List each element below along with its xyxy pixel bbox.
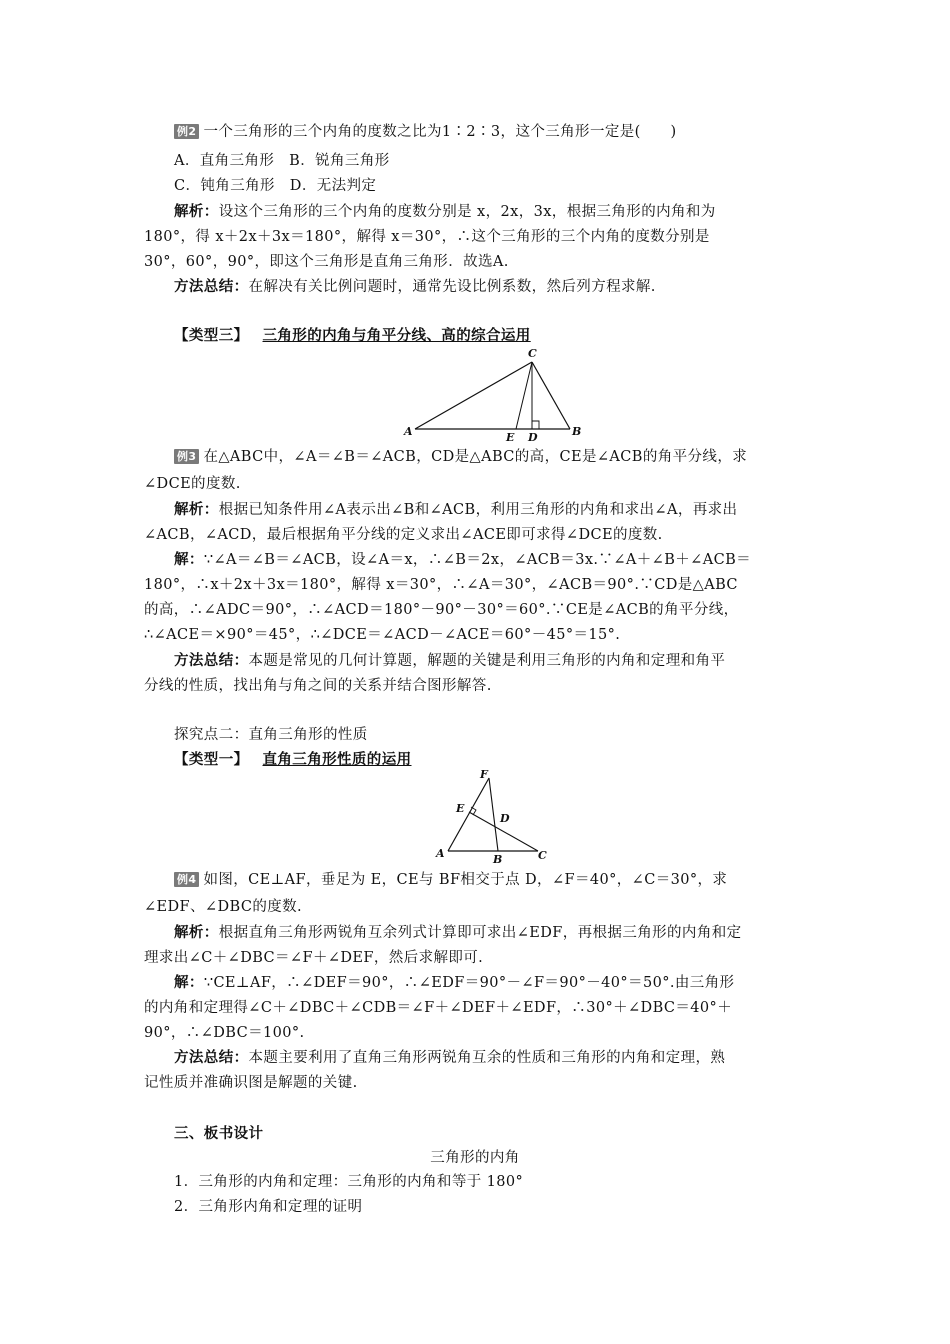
label-c: C	[528, 347, 537, 360]
example-4-solution-line1: 解：∵CE⊥AF，∴∠DEF＝90°，∴∠EDF＝90°－∠F＝90°－40°＝50°.由三角形	[174, 974, 735, 991]
label-d: D	[528, 431, 538, 444]
label-a: A	[436, 847, 445, 860]
example-4-method-line2: 记性质并准确识图是解题的关键.	[144, 1075, 358, 1091]
example-3-method-line2: 分线的性质，找出角与角之间的关系并结合图形解答.	[144, 678, 492, 694]
example-2-method: 方法总结：在解决有关比例问题时，通常先设比例系数，然后列方程求解.	[174, 278, 656, 295]
label-a: A	[404, 425, 413, 438]
example-3-analysis-line1: 解析：根据已知条件用∠A表示出∠B和∠ACB，利用三角形的内角和求出∠A，再求出	[174, 501, 738, 518]
exploration-point-2: 探究点二：直角三角形的性质	[174, 727, 368, 743]
example-3-method-line1: 方法总结：本题是常见的几何计算题，解题的关键是利用三角形的内角和定理和角平	[174, 652, 726, 669]
example-4-solution-line2: 的内角和定理得∠C＋∠DBC＋∠CDB＝∠F＋∠DEF＋∠EDF，∴30°＋∠DBC＝40°＋	[144, 1000, 733, 1016]
example-3-solution-line1: 解：∵∠A＝∠B＝∠ACB，设∠A＝x，∴∠B＝2x，∠ACB＝3x.∵∠A＋∠B＋∠ACB＝	[174, 551, 752, 568]
board-title: 三角形的内角	[430, 1150, 520, 1166]
triangle-afc-figure	[432, 766, 554, 866]
example-4-label: 例4	[174, 872, 199, 887]
label-e: E	[506, 431, 515, 444]
example-2-analysis-line1: 解析：设这个三角形的三个内角的度数分别是 x，2x，3x，根据三角形的内角和为	[174, 203, 716, 220]
board-design-heading: 三、板书设计	[174, 1125, 264, 1142]
example-2-analysis-line2: 180°，得 x＋2x＋3x＝180°，解得 x＝30°，∴这个三角形的三个内角的度数分别是	[144, 229, 710, 245]
example-4-method-line1: 方法总结：本题主要利用了直角三角形两锐角互余的性质和三角形的内角和定理，熟	[174, 1049, 726, 1066]
example-3-analysis-line2: ∠ACB，∠ACD，最后根据角平分线的定义求出∠ACE即可求得∠DCE的度数.	[144, 527, 663, 543]
triangle-abc-figure	[398, 344, 588, 444]
example-4-solution-line3: 90°，∴∠DBC＝100°.	[144, 1025, 305, 1041]
board-item-2: 2．三角形内角和定理的证明	[174, 1199, 363, 1215]
example-2-analysis-line3: 30°，60°，90°，即这个三角形是直角三角形．故选A.	[144, 254, 509, 270]
board-item-1: 1．三角形的内角和定理：三角形的内角和等于 180°	[174, 1174, 524, 1190]
example-3-label: 例3	[174, 449, 199, 464]
example-2-options-ab: A．直角三角形 B．锐角三角形	[174, 153, 390, 169]
label-b: B	[493, 853, 503, 866]
example-4-analysis-line1: 解析：根据直角三角形两锐角互余列式计算即可求出∠EDF，再根据三角形的内角和定	[174, 924, 742, 941]
example-4-question-line1: 例4 如图，CE⊥AF，垂足为 E，CE与 BF相交于点 D，∠F＝40°，∠C＝30°，求	[174, 870, 806, 890]
example-2-label: 例2	[174, 124, 199, 139]
example-4-analysis-line2: 理求出∠C＋∠DBC＝∠F＋∠DEF，然后求解即可.	[144, 950, 484, 966]
example-2-options-cd: C．钝角三角形 D．无法判定	[174, 178, 377, 194]
example-4-question-line2: ∠EDF、∠DBC的度数.	[144, 899, 303, 915]
label-d: D	[500, 812, 510, 825]
example-2-question: 例2 一个三角形的三个内角的度数之比为1∶2∶3，这个三角形一定是( )	[174, 122, 806, 142]
example-3-solution-line3: 的高，∴∠ADC＝90°，∴∠ACD＝180°－90°－30°＝60°.∵CE是∠ACB的角平分线，	[144, 602, 739, 618]
example-3-solution-line2: 180°，∴x＋2x＋3x＝180°，解得 x＝30°，∴∠A＝30°，∠ACB＝90°.∵CD是△ABC	[144, 577, 738, 593]
label-f: F	[480, 768, 488, 781]
example-3-question-line1: 例3 在△ABC中，∠A＝∠B＝∠ACB，CD是△ABC的高，CE是∠ACB的角平分线，求	[174, 447, 806, 467]
label-c: C	[538, 849, 547, 862]
example-3-solution-line4: ∴∠ACE＝×90°＝45°，∴∠DCE＝∠ACD－∠ACE＝60°－45°＝15°.	[144, 627, 621, 643]
type-3-heading: 【类型三】 三角形的内角与角平分线、高的综合运用	[174, 327, 531, 344]
type-1-heading: 【类型一】 直角三角形性质的运用	[174, 751, 412, 768]
example-3-question-line2: ∠DCE的度数.	[144, 476, 241, 492]
label-b: B	[572, 425, 582, 438]
label-e: E	[456, 802, 465, 815]
